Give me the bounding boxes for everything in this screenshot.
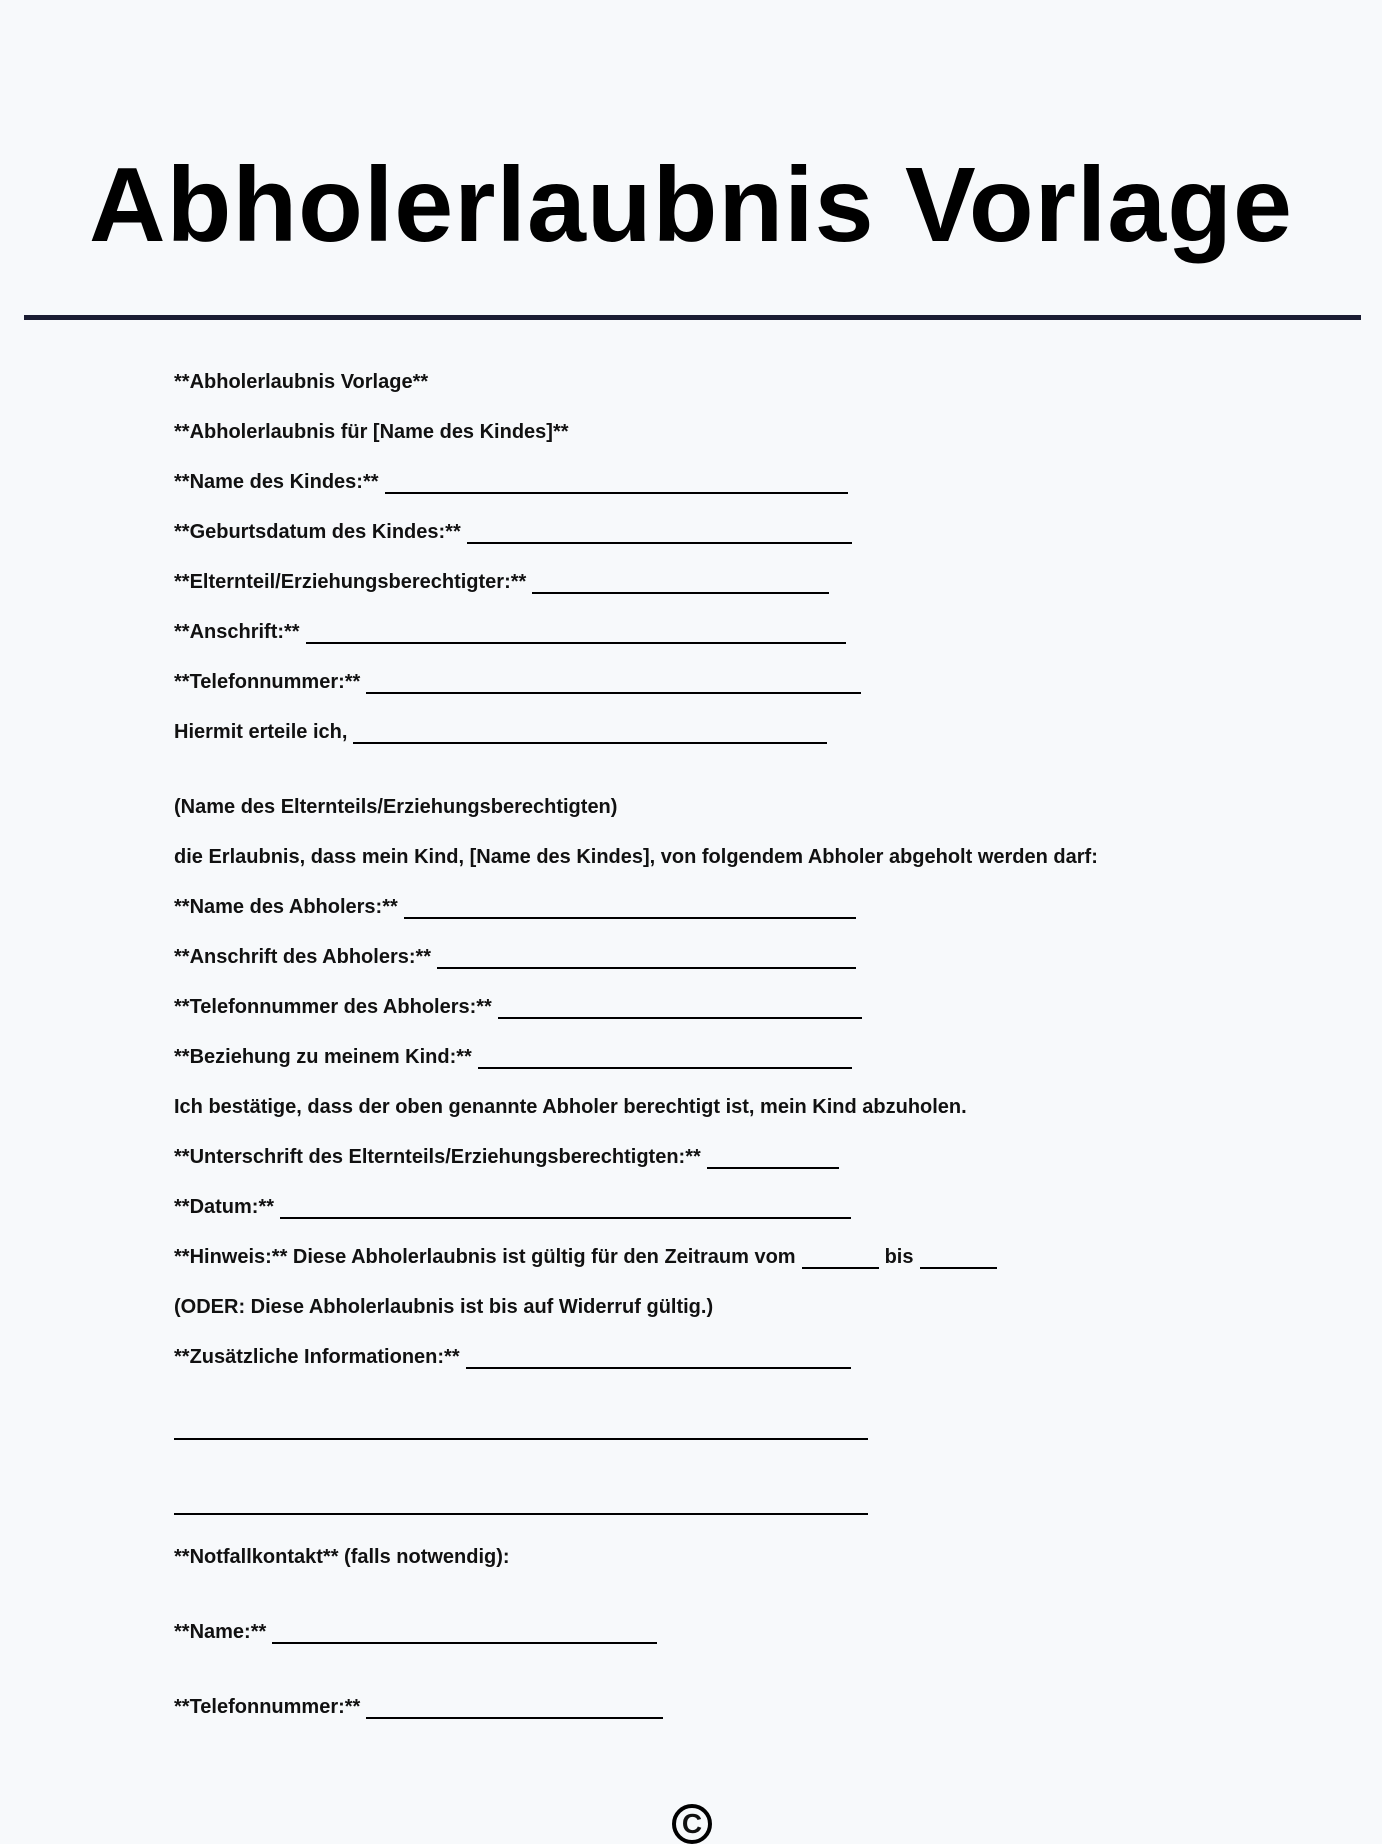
additional-info-label: **Zusätzliche Informationen:** — [174, 1346, 460, 1368]
parent-label: **Elternteil/Erziehungsberechtigter:** — [174, 571, 527, 593]
confirm-text: Ich bestätige, dass der oben genannte Abholer berechtigt ist, mein Kind abzuholen. — [174, 1096, 967, 1118]
pickup-address-label: **Anschrift des Abholers:** — [174, 946, 432, 968]
page-title: Abholerlaubnis Vorlage — [89, 146, 1293, 264]
parent-field[interactable] — [532, 574, 829, 594]
valid-from-field[interactable] — [802, 1249, 879, 1269]
pickup-name-field[interactable] — [404, 899, 856, 919]
pickup-address-field[interactable] — [437, 949, 856, 969]
relationship-label: **Beziehung zu meinem Kind:** — [174, 1046, 472, 1068]
signature-field[interactable] — [707, 1149, 839, 1169]
pickup-phone-label: **Telefonnummer des Abholers:** — [174, 996, 492, 1018]
additional-info-line-3[interactable] — [174, 1513, 868, 1515]
parent-name-field[interactable] — [353, 724, 827, 744]
emergency-phone-label: **Telefonnummer:** — [174, 1696, 361, 1718]
valid-to-field[interactable] — [920, 1249, 997, 1269]
note-row — [174, 1245, 1003, 1269]
date-field[interactable] — [280, 1199, 851, 1219]
date-label: **Datum:** — [174, 1196, 275, 1218]
phone-label: **Telefonnummer:** — [174, 671, 361, 693]
child-name-label: **Name des Kindes:** — [174, 471, 379, 493]
emergency-name-field[interactable] — [272, 1624, 657, 1644]
emergency-phone-field[interactable] — [366, 1699, 663, 1719]
emergency-name-row — [174, 1620, 657, 1644]
additional-info-field[interactable] — [466, 1349, 851, 1369]
pickup-phone-row — [174, 995, 862, 1019]
note-label: **Hinweis:** Diese Abholerlaubnis ist gültig für den Zeitraum vom — [174, 1246, 796, 1268]
pickup-address-row — [174, 945, 856, 969]
address-field[interactable] — [306, 624, 846, 644]
pickup-name-label: **Name des Abholers:** — [174, 896, 398, 918]
relationship-field[interactable] — [478, 1049, 852, 1069]
emergency-heading: **Notfallkontakt** (falls notwendig): — [174, 1546, 510, 1568]
additional-info-line-2[interactable] — [174, 1438, 868, 1440]
parent-name-hint: (Name des Elternteils/Erziehungsberechtigten) — [174, 796, 618, 818]
additional-info-row — [174, 1345, 851, 1369]
form-heading: **Abholerlaubnis Vorlage** — [174, 371, 429, 393]
relationship-row — [174, 1045, 852, 1069]
signature-row — [174, 1145, 839, 1169]
child-name-field[interactable] — [385, 474, 848, 494]
child-name-row — [174, 470, 848, 494]
date-row — [174, 1195, 851, 1219]
title-divider — [24, 315, 1361, 320]
permission-text: die Erlaubnis, dass mein Kind, [Name des Kindes], von folgendem Abholer abgeholt werden darf: — [174, 846, 1098, 868]
emergency-name-label: **Name:** — [174, 1621, 267, 1643]
copyright-icon: C — [672, 1804, 712, 1844]
phone-field[interactable] — [366, 674, 861, 694]
pickup-phone-field[interactable] — [498, 999, 862, 1019]
note-bis-label: bis — [884, 1246, 914, 1268]
child-birthdate-field[interactable] — [467, 524, 852, 544]
signature-label: **Unterschrift des Elternteils/Erziehungsberechtigten:** — [174, 1146, 701, 1168]
hereby-row — [174, 720, 827, 744]
child-birthdate-label: **Geburtsdatum des Kindes:** — [174, 521, 461, 543]
form-subheading: **Abholerlaubnis für [Name des Kindes]** — [174, 421, 569, 443]
or-note-text: (ODER: Diese Abholerlaubnis ist bis auf Widerruf gültig.) — [174, 1296, 714, 1318]
parent-row — [174, 570, 829, 594]
address-row — [174, 620, 846, 644]
child-birthdate-row — [174, 520, 852, 544]
emergency-phone-row — [174, 1695, 663, 1719]
phone-row — [174, 670, 861, 694]
address-label: **Anschrift:** — [174, 621, 300, 643]
hereby-label: Hiermit erteile ich, — [174, 721, 348, 743]
pickup-name-row — [174, 895, 856, 919]
